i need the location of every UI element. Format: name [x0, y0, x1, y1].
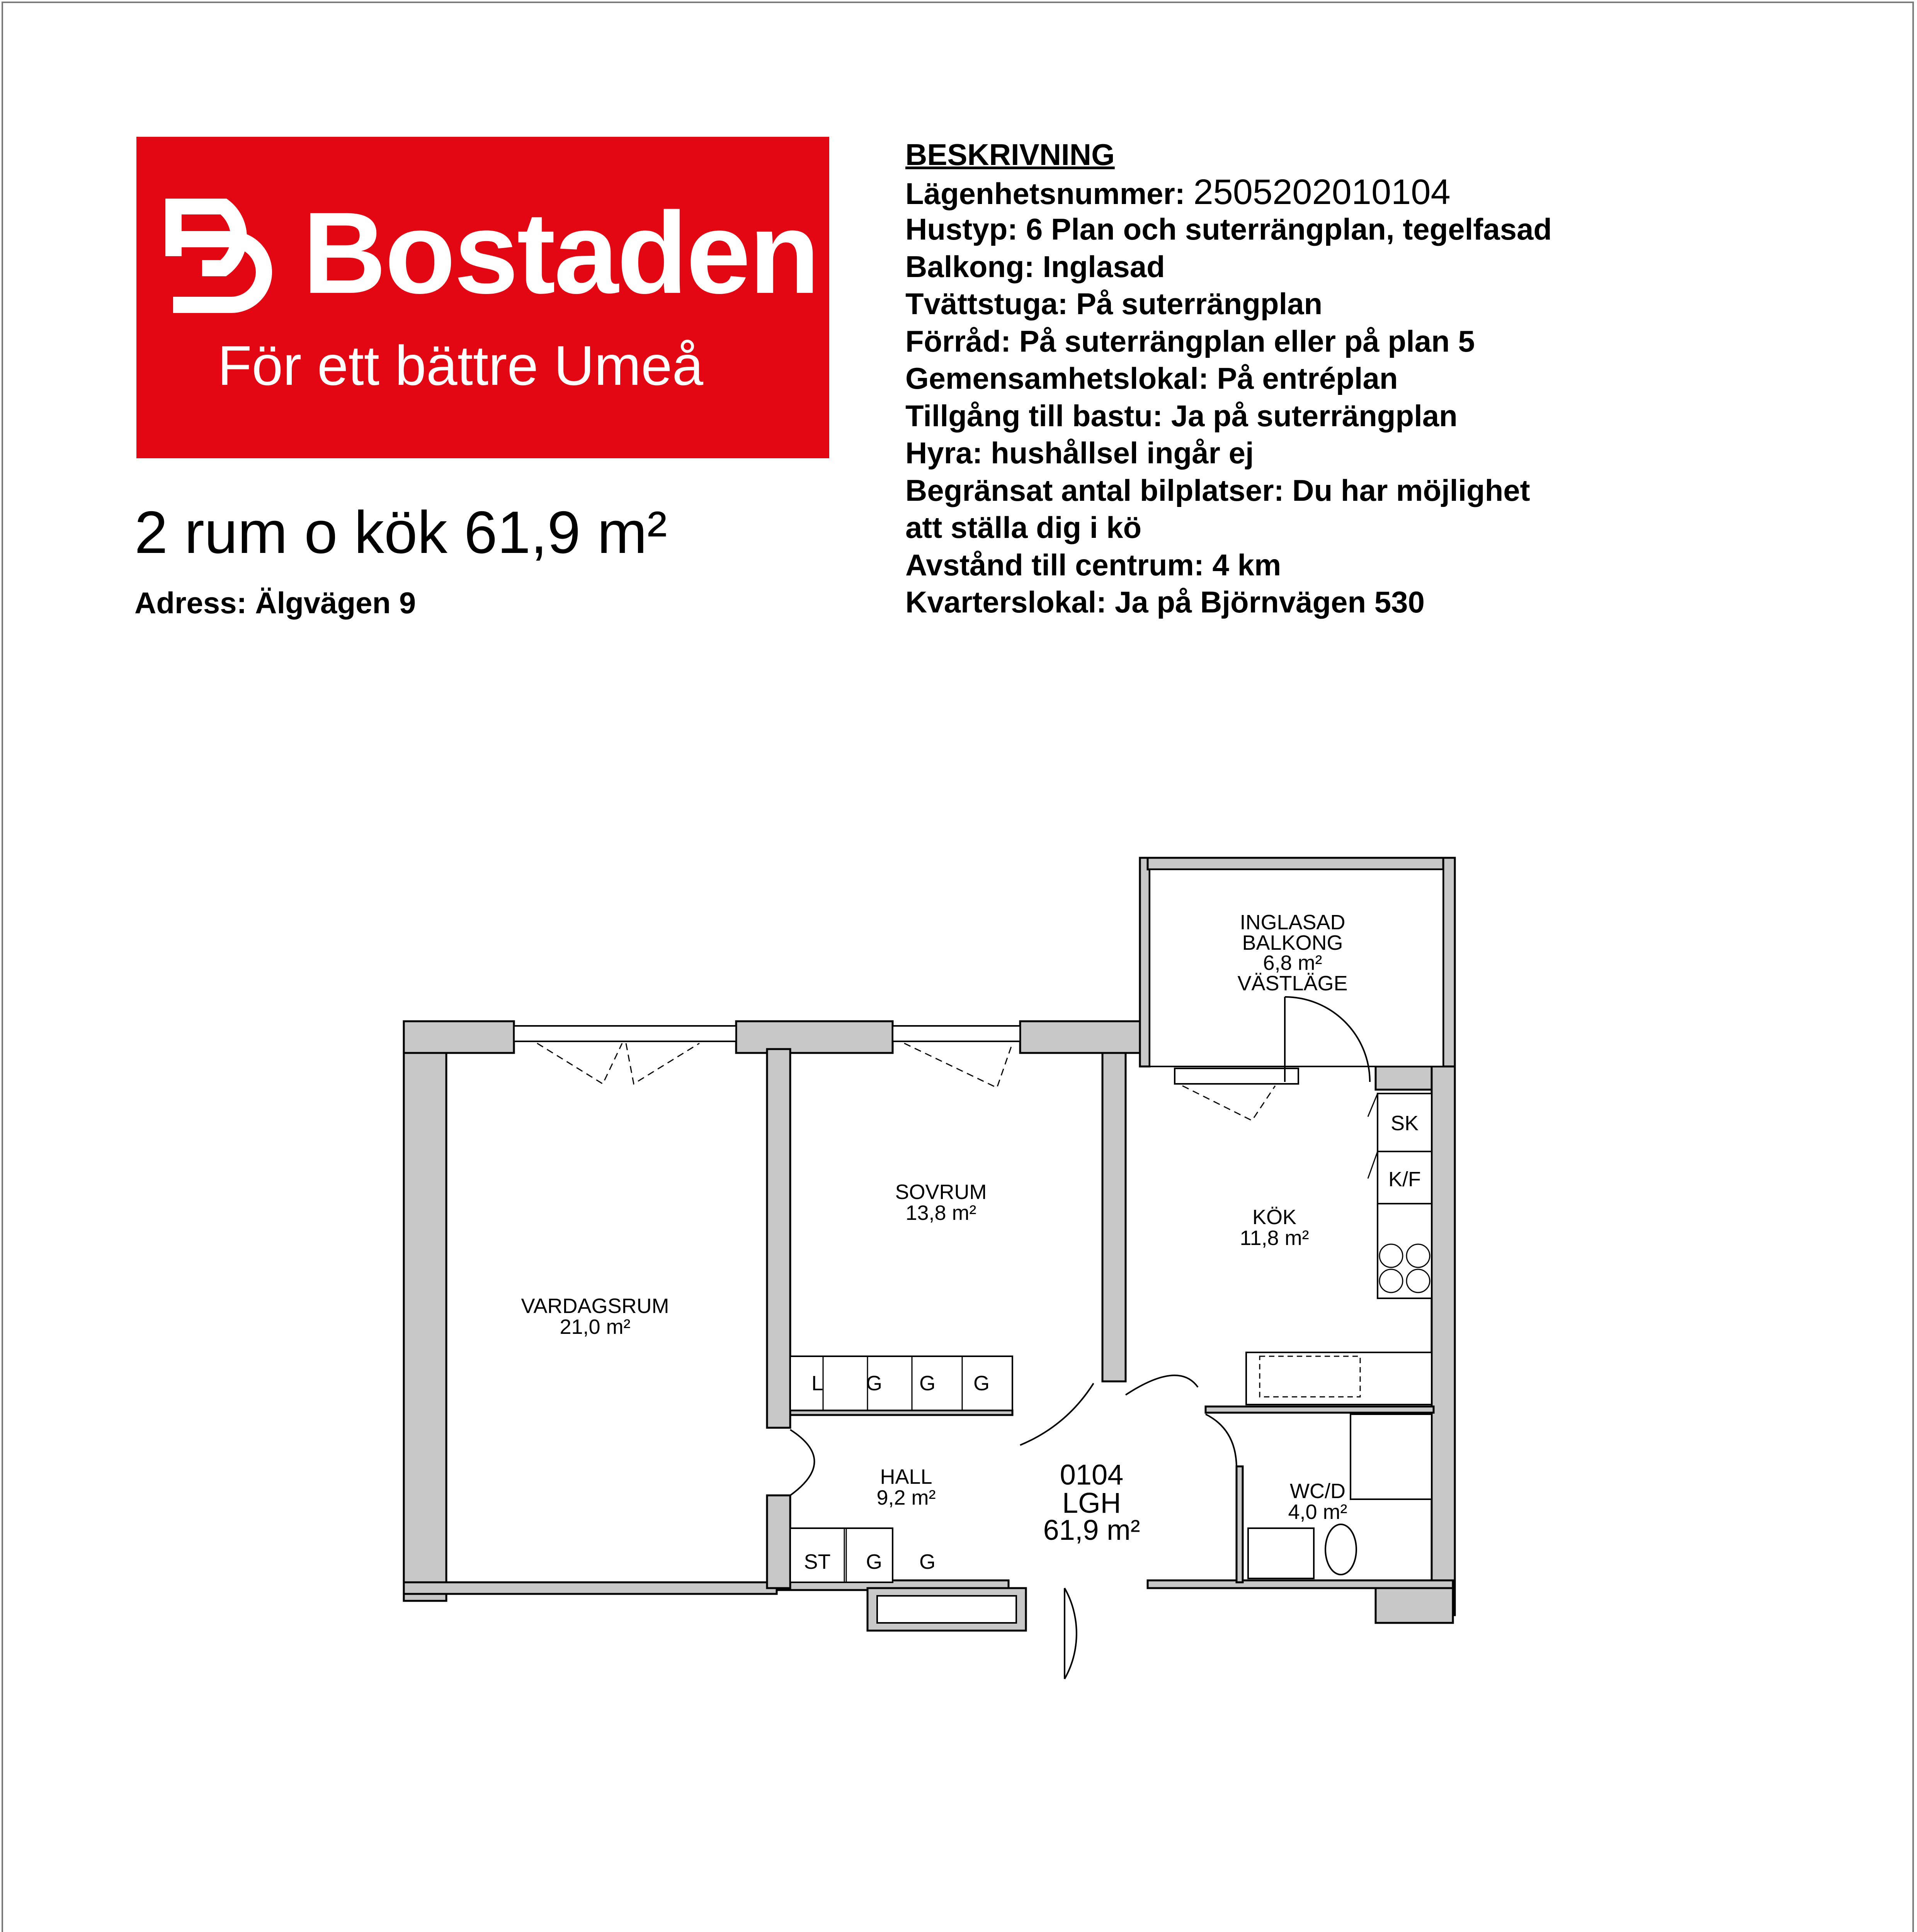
hall-storage-st: ST	[804, 1550, 831, 1573]
desc-laundry: Tvättstuga: På suterrängplan	[905, 287, 1323, 321]
brand-name: Bostaden	[303, 188, 818, 318]
hall-storage-g1: G	[866, 1550, 883, 1573]
hall-area: 9,2 m²	[876, 1486, 936, 1509]
balcony-label-2: BALKONG	[1242, 931, 1343, 954]
description-heading: BESKRIVNING	[905, 138, 1115, 172]
bath-label: WC/D	[1290, 1480, 1345, 1503]
bedroom-area: 13,8 m²	[905, 1201, 976, 1225]
balcony-area: 6,8 m²	[1263, 951, 1322, 975]
desc-parking-cont: att ställa dig i kö	[905, 510, 1142, 544]
desc-sauna: Tillgång till bastu: Ja på suterrängplan	[905, 398, 1458, 433]
desc-parking: Begränsat antal bilplatser: Du har möjlighet	[905, 473, 1530, 507]
desc-house-type: Hustyp: 6 Plan och suterrängplan, tegelfasad	[905, 212, 1552, 246]
living-room-label: VARDAGSRUM	[521, 1294, 669, 1318]
apartment-headline: 2 rum o kök 61,9 m²	[134, 499, 667, 566]
balcony-label-1: INGLASAD	[1240, 911, 1345, 934]
living-room-area: 21,0 m²	[560, 1315, 631, 1338]
apartment-number-plan: 0104	[1060, 1459, 1124, 1491]
wardrobe-l: L	[811, 1372, 823, 1395]
brand-slogan: För ett bättre Umeå	[218, 334, 704, 397]
address-label: Adress: Älgvägen 9	[134, 586, 416, 620]
desc-distance: Avstånd till centrum: 4 km	[905, 548, 1281, 582]
fridge-label: K/F	[1388, 1168, 1421, 1191]
freezer-label: SK	[1390, 1112, 1419, 1135]
hall-storage-g2: G	[919, 1550, 936, 1573]
apartment-number: 2505202010104	[1193, 172, 1451, 212]
balcony-orientation: VÄSTLÄGE	[1237, 972, 1348, 995]
apartment-number-label: Lägenhetsnummer:	[905, 176, 1194, 211]
desc-balcony: Balkong: Inglasad	[905, 249, 1165, 284]
apartment-area-plan: 61,9 m²	[1043, 1514, 1140, 1546]
bedroom-label: SOVRUM	[895, 1180, 987, 1204]
desc-storage: Förråd: På suterrängplan eller på plan 5	[905, 324, 1475, 358]
hall-label: HALL	[880, 1465, 932, 1488]
kitchen-label: KÖK	[1252, 1206, 1297, 1229]
desc-block-room: Kvarterslokal: Ja på Björnvägen 530	[905, 585, 1425, 619]
wardrobe-g3: G	[973, 1372, 990, 1395]
apartment-type-plan: LGH	[1062, 1487, 1121, 1519]
desc-common-room: Gemensamhetslokal: På entréplan	[905, 361, 1398, 395]
bath-area: 4,0 m²	[1288, 1500, 1347, 1524]
desc-rent: Hyra: hushållsel ingår ej	[905, 436, 1254, 470]
wardrobe-g1: G	[866, 1372, 883, 1395]
wardrobe-g2: G	[919, 1372, 936, 1395]
kitchen-area: 11,8 m²	[1240, 1226, 1309, 1250]
